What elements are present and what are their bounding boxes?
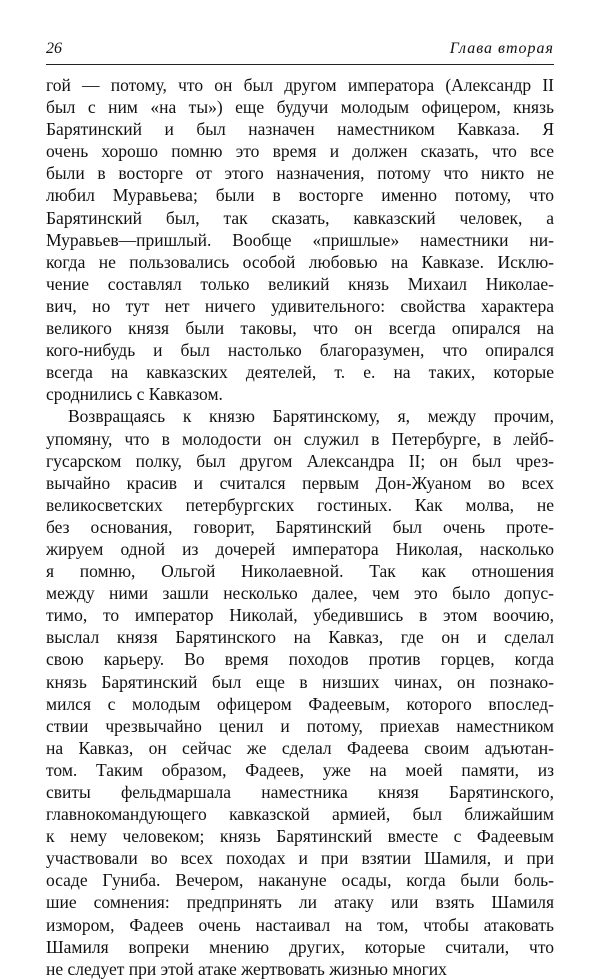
text-line: шие сомнения: предпринять ли атаку или взять Шамиля	[46, 892, 554, 913]
text-line: между ними зашли несколько далее, чем это было допус-	[46, 583, 554, 604]
text-line: том. Таким образом, Фадеев, уже на моей памяти, из	[46, 759, 554, 780]
text-line: главнокомандующего кавказской армией, был ближайшим	[46, 804, 554, 825]
text-line: выслал князя Барятинского на Кавказ, где он и сделал	[46, 627, 554, 648]
text-line: великосветских петербургских гостиных. Как молва, не	[46, 494, 554, 515]
running-head: Глава вторая	[449, 40, 554, 57]
text-line: вич, но тут нет ничего удивительного: свойства характера	[46, 295, 554, 316]
text-line: всегда на кавказских деятелей, т. е. на таких, которые	[46, 362, 554, 383]
paragraph	[46, 74, 554, 405]
text-line: великого князя были таковы, что он всегда опирался на	[46, 318, 554, 339]
body-text	[46, 74, 554, 980]
text-line: Возвращаясь к князю Барятинскому, я, между прочим,	[68, 406, 554, 427]
text-line: свою карьеру. Во время походов против горцев, когда	[46, 649, 554, 670]
text-line: гой — потому, что он был другом императора (Александр II	[46, 75, 554, 95]
text-line: Шамиля вопреки мнению других, которые считали, что	[46, 936, 554, 957]
text-line: Муравьев—пришлый. Вообще «пришлые» наместники ни-	[46, 229, 554, 250]
text-line: жируем одной из дочерей императора Николая, насколько	[46, 538, 554, 559]
text-line: без основания, говорит, Барятинский был очень проте-	[46, 516, 554, 537]
book-page	[46, 0, 554, 979]
text-line: мился с молодым офицером Фадеевым, которого впослед-	[46, 693, 554, 714]
text-line: осаде Гуниба. Вечером, накануне осады, когда были боль-	[46, 870, 554, 891]
paragraph	[46, 405, 554, 979]
text-line: кого-нибудь и был настолько благоразумен, что опирался	[46, 340, 554, 361]
text-line: был с ним «на ты») еще будучи молодым офицером, князь	[46, 97, 554, 118]
header-rule	[46, 64, 554, 65]
text-line: сроднились с Кавказом.	[46, 384, 223, 405]
text-line: любил Муравьева; были в восторге именно потому, что	[46, 185, 554, 206]
text-line: упомяну, что в молодости он служил в Петербурге, в лейб-	[46, 428, 554, 449]
text-line: вычайно красив и считался первым Дон-Жуаном во всех	[46, 472, 554, 493]
text-line: князь Барятинский был еще в низших чинах, он познако-	[46, 671, 554, 692]
text-line: измором, Фадеев очень настаивал на том, чтобы атаковать	[46, 914, 554, 935]
text-line: к нему человеком; князь Барятинский вместе с Фадеевым	[46, 826, 554, 847]
page-number: 26	[46, 40, 62, 57]
text-line: когда не пользовались особой любовью на Кавказе. Исклю-	[46, 251, 554, 272]
text-line: не следует при этой атаке жертвовать жизнью многих	[46, 958, 447, 979]
text-line: ствии чрезвычайно ценил и потому, приехав наместником	[46, 715, 554, 736]
text-line: очень хорошо помню это время и должен сказать, что все	[46, 141, 554, 162]
text-line: я помню, Ольгой Николаевной. Так как отношения	[46, 561, 554, 582]
text-line: на Кавказ, он сейчас же сделал Фадеева своим адъютан-	[46, 737, 554, 758]
text-line: участвовали во всех походах и при взятии Шамиля, и при	[46, 848, 554, 869]
text-line: чение составлял только великий князь Михаил Николае-	[46, 273, 554, 294]
text-line: Барятинский был, так сказать, кавказский человек, а	[46, 207, 554, 228]
text-line: тимо, то император Николай, убедившись в этом воочию,	[46, 605, 554, 626]
text-line: были в восторге от этого назначения, потому что никто не	[46, 163, 554, 184]
text-line: Барятинский и был назначен наместником Кавказа. Я	[46, 119, 554, 140]
text-line: гусарском полку, был другом Александра II; он был чрез-	[46, 450, 554, 471]
text-line: свиты фельдмаршала наместника князя Барятинского,	[46, 782, 554, 802]
page-header	[46, 40, 554, 62]
